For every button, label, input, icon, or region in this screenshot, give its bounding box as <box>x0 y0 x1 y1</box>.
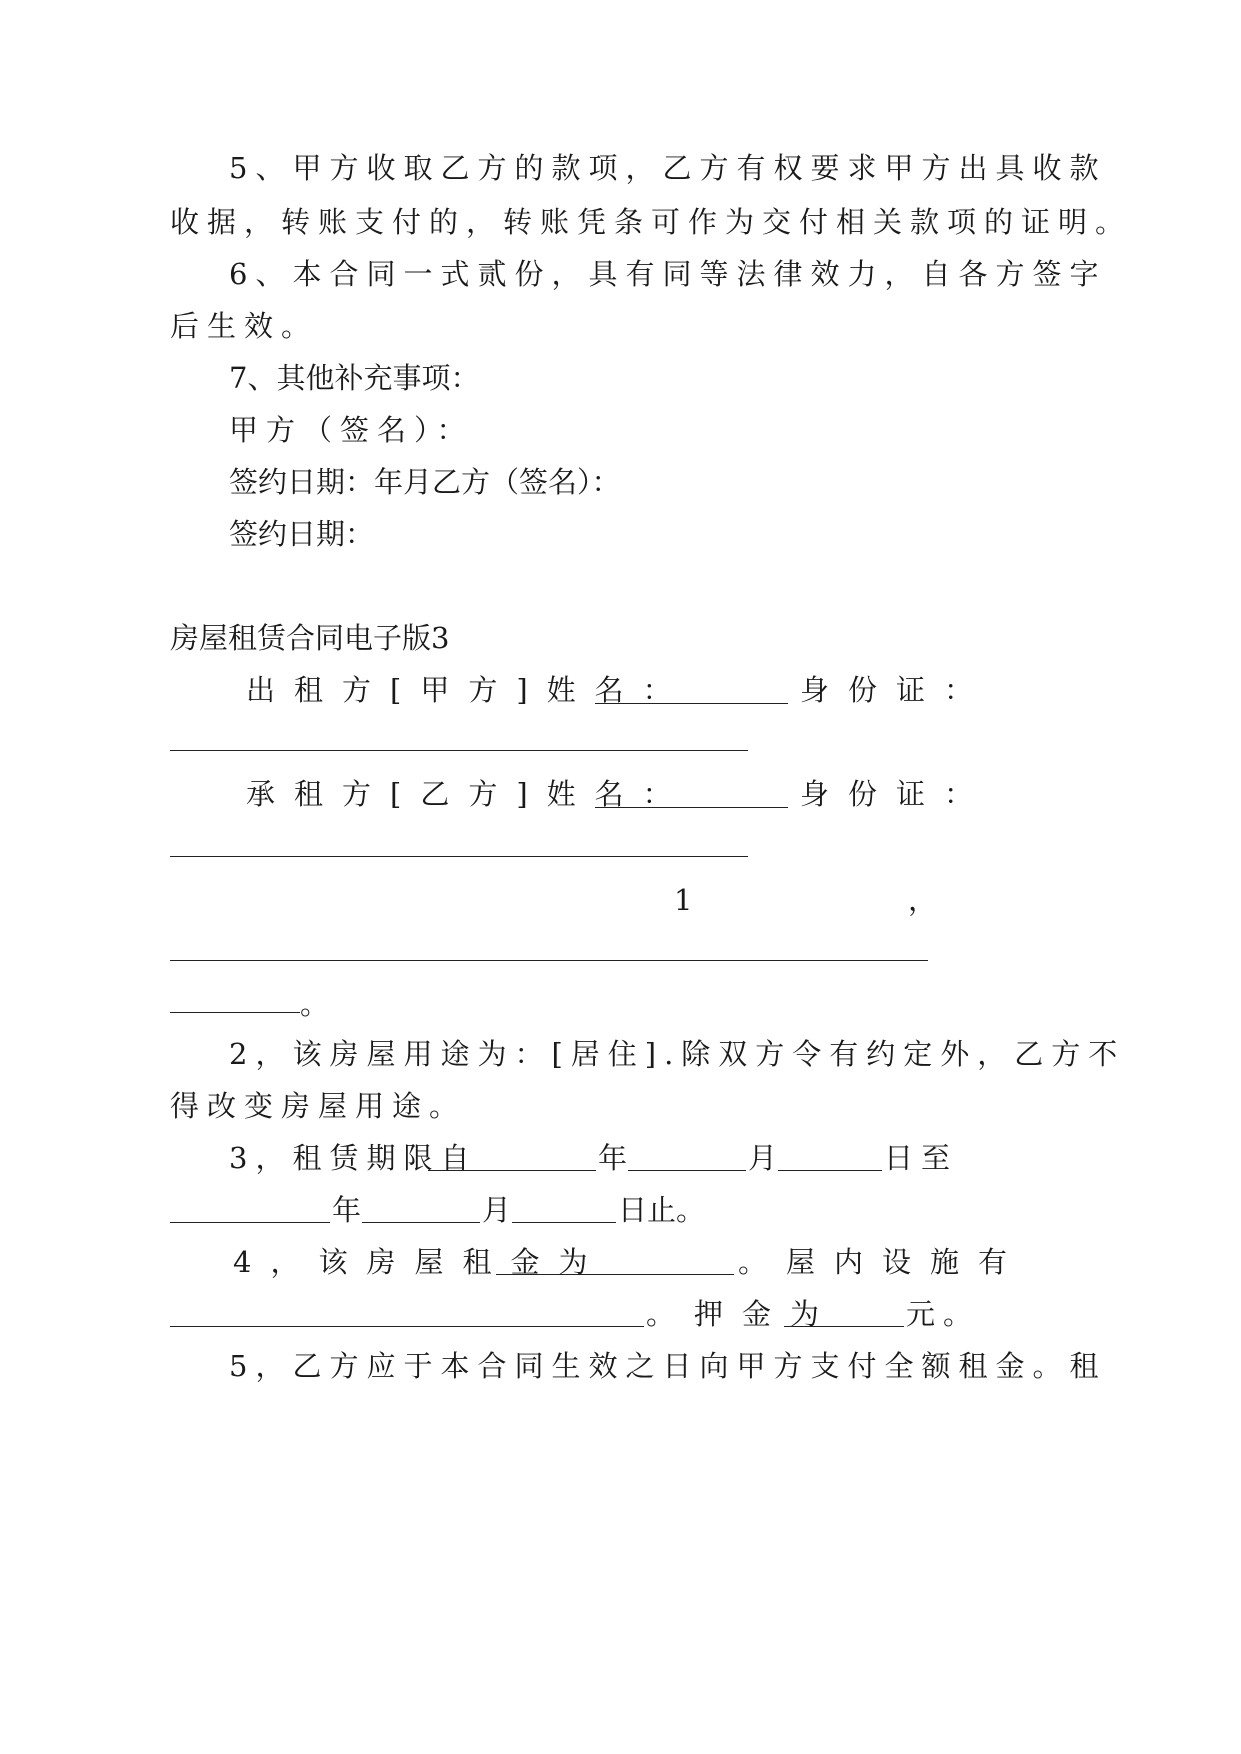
item-3-month2-blank <box>362 1222 480 1223</box>
clause-6-line-2: 后生效。 <box>170 309 319 343</box>
item-4-deposit-blank <box>784 1326 904 1327</box>
lessee-name-label: 承租方[乙方]姓名： <box>246 777 691 811</box>
signing-date: 签约日期： <box>229 517 375 551</box>
item-3-end: 日止。 <box>618 1193 706 1227</box>
item-3-year2: 年 <box>332 1193 362 1227</box>
item-2-line-2: 得改变房屋用途。 <box>170 1089 467 1123</box>
item-3-year-blank <box>428 1170 596 1171</box>
item-2-line-1: 2，该房屋用途为：[居住].除双方令有约定外，乙方不 <box>229 1037 1126 1071</box>
item-3-day-to: 日至 <box>884 1141 959 1175</box>
lessor-name-label: 出租方[甲方]姓名： <box>246 673 691 707</box>
lessee-name-blank <box>595 807 788 808</box>
item-3-day2-blank <box>512 1222 616 1223</box>
item-3-day-blank <box>778 1170 882 1171</box>
item-3-month-blank <box>628 1170 746 1171</box>
item-5-line-1: 5，乙方应于本合同生效之日向甲方支付全额租金。租 <box>229 1349 1107 1383</box>
section-title: 房屋租赁合同电子版3 <box>170 621 450 655</box>
lessor-id-label: 身份证： <box>800 673 993 707</box>
clause-6-line-1: 6、本合同一式贰份，具有同等法律效力，自各方签字 <box>229 257 1107 291</box>
item-1-comma: ， <box>908 883 938 917</box>
lessor-name-blank <box>595 703 788 704</box>
item-3-year: 年 <box>598 1141 628 1175</box>
item-1-blank-long <box>170 960 928 961</box>
item-4-facilities-label: 。屋内设施有 <box>738 1245 1027 1279</box>
item-4-rent-label: 4，该房屋租金为 <box>233 1245 607 1279</box>
item-4-facilities-blank <box>170 1326 644 1327</box>
item-3-month2: 月 <box>482 1193 512 1227</box>
item-4-unit: 元。 <box>906 1297 981 1331</box>
item-3-year2-blank <box>170 1222 330 1223</box>
lessee-id-label: 身份证： <box>800 777 993 811</box>
item-4-deposit-label: 。押金为 <box>646 1297 839 1331</box>
party-a-signature: 甲方（签名）： <box>229 413 474 447</box>
lessor-id-blank <box>170 750 748 751</box>
item-3-label: 3，租赁期限自 <box>229 1141 478 1175</box>
lessee-id-blank <box>170 856 748 857</box>
item-1-period: 。 <box>300 987 330 1021</box>
clause-5-line-1: 5、甲方收取乙方的款项，乙方有权要求甲方出具收款 <box>229 151 1107 185</box>
item-1-number: 1 <box>674 883 693 917</box>
clause-5-line-2: 收据，转账支付的，转账凭条可作为交付相关款项的证明。 <box>170 205 1133 239</box>
signing-date-party-b-signature: 签约日期：年月乙方（签名）： <box>229 465 621 499</box>
clause-7: 7、其他补充事项： <box>229 361 480 395</box>
item-1-blank-short <box>170 1012 300 1013</box>
item-3-month: 月 <box>748 1141 778 1175</box>
item-4-rent-blank <box>496 1274 734 1275</box>
